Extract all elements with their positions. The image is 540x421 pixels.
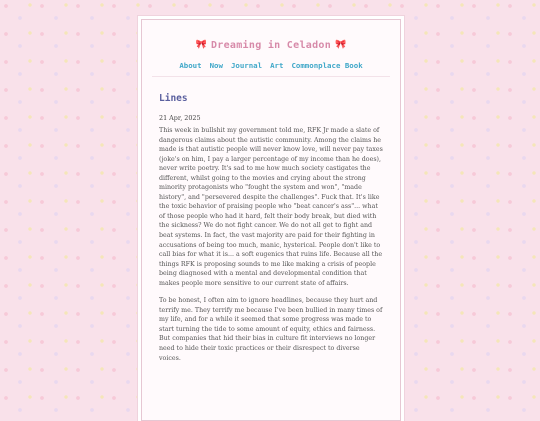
nav-commonplace-book[interactable]: Commonplace Book: [291, 61, 363, 70]
main-nav: [152, 61, 390, 70]
site-title[interactable]: [195, 40, 346, 51]
nav-about[interactable]: About: [179, 61, 202, 70]
post-date: 21 Apr, 2025: [159, 114, 201, 122]
site-header: [152, 20, 390, 77]
bow-icon: 🎀: [195, 40, 207, 50]
content-card: [141, 19, 401, 421]
site-title-text: Dreaming in Celadon: [210, 39, 332, 51]
nav-now[interactable]: Now: [209, 61, 223, 70]
post-paragraph: To be honest, I often aim to ignore headlines, because they hurt and terrify me. They terrify me because I've been bullied in many times of my life, and for a while it seemed that some progress was made to start turning the tide to some amount of equity, ethics and fairness. But companies that hid their bias in culture fit interviews no longer need to hide their toxic practices or their disrespect to diverse voices.: [159, 297, 383, 362]
post-paragraph: This week in bullshit my government told me, RFK Jr made a slate of dangerous claims about the autistic community. Among the claims he made is that autistic people will never know love, will never pay taxes (joke's on him, I pay a larger percentage of my income than he does), never write poetry. It's sad to me how much society castigates the different, whilst going to the movies and crying about the strong minority protagonists who "fought the system and won", "made history", and "persevered despite the challenges". Fuck that. It's like the toxic behavior of praising people who "beat cancer's ass"... what of those people who had it hard, felt their body break, but died with the sickness? We do not fight cancer. We do not all get to fight and beat systems. In fact, the vast majority are paid for their fighting in accusations of being too much, manic, hysterical. People don't like to call bias for what it is... a soft eugenics that ruins life. Because all the things RFK is proposing sounds to me like making a crisis of people being diagnosed with a mental and developmental condition that makes people more sensitive to our current state of affairs.: [159, 127, 383, 287]
post-content: [142, 77, 400, 363]
nav-art[interactable]: Art: [270, 61, 284, 70]
nav-journal[interactable]: Journal: [230, 61, 263, 70]
post-title: Lines: [159, 93, 188, 104]
bow-icon: 🎀: [335, 40, 347, 50]
